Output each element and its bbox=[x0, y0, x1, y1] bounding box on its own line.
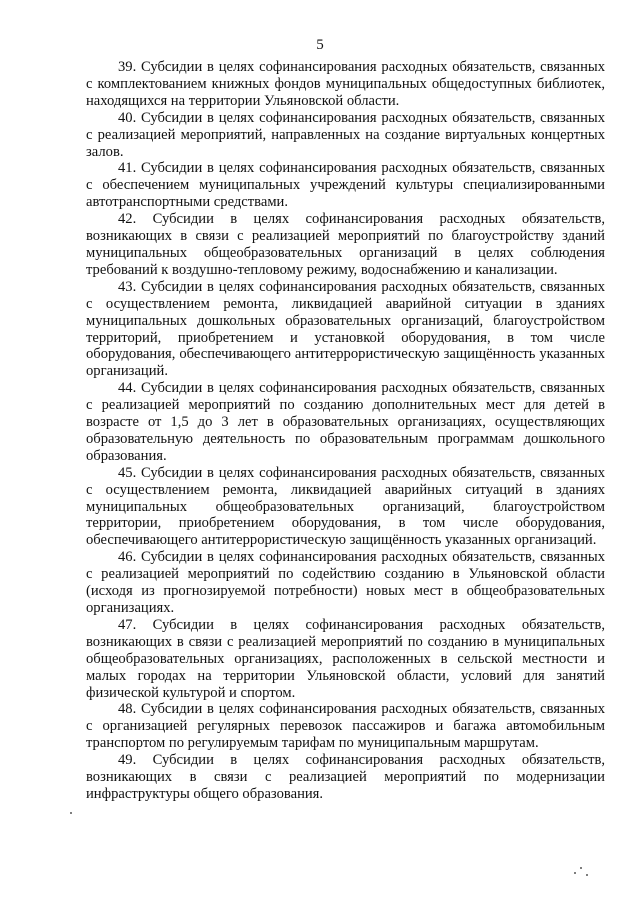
paragraph-41: 41. Субсидии в целях софинансирования расходных обязательств, связанных с обеспечением муниципальных учреждений культуры специализированными автотранспортными средствами. bbox=[86, 160, 605, 211]
document-body bbox=[86, 59, 605, 803]
paragraph-47: 47. Субсидии в целях софинансирования расходных обязательств, возникающих в связи с реализацией мероприятий по созданию в муниципальных общеобразовательных организациях, расположенных в сельской местности и малых городах на территории Ульяновской области, условий для занятий физической культурой и спортом. bbox=[86, 616, 605, 701]
scan-speck bbox=[70, 812, 72, 814]
paragraph-45: 45. Субсидии в целях софинансирования расходных обязательств, связанных с осуществлением ремонта, ликвидацией аварийных ситуаций в зданиях муниципальных общеобразовательных организаций, благоустройством территории, приобретением оборудования, в том числе оборудования, обеспечивающего антитеррористическую защищённость указанных организаций. bbox=[86, 464, 605, 549]
scan-speck bbox=[574, 872, 576, 874]
paragraph-44: 44. Субсидии в целях софинансирования расходных обязательств, связанных с реализацией мероприятий по созданию дополнительных мест для детей в возрасте от 1,5 до 3 лет в образовательных организациях, осуществляющих образовательную деятельность по образовательным программам дошкольного образования. bbox=[86, 380, 605, 464]
paragraph-46: 46. Субсидии в целях софинансирования расходных обязательств, связанных с реализацией мероприятий по содействию созданию в Ульяновской области (исходя из прогнозируемой потребности) новых мест в общеобразовательных организациях. bbox=[86, 549, 605, 616]
paragraph-40: 40. Субсидии в целях софинансирования расходных обязательств, связанных с реализацией мероприятий, направленных на создание виртуальных концертных залов. bbox=[86, 109, 605, 160]
paragraph-39: 39. Субсидии в целях софинансирования расходных обязательств, связанных с комплектованием книжных фондов муниципальных общедоступных библиотек, находящихся на территории Ульяновской области. bbox=[86, 59, 605, 109]
paragraph-43: 43. Субсидии в целях софинансирования расходных обязательств, связанных с осуществлением ремонта, ликвидацией аварийной ситуации в зданиях муниципальных дошкольных образовательных организаций, благоустройством территорий, приобретением и установкой оборудования, в том числе оборудования, обеспечивающего антитеррористическую защищённость указанных организаций. bbox=[86, 278, 605, 380]
paragraph-48: 48. Субсидии в целях софинансирования расходных обязательств, связанных с организацией регулярных перевозок пассажиров и багажа автомобильным транспортом по регулируемым тарифам по муниципальным маршрутам. bbox=[86, 701, 605, 752]
scan-speck bbox=[586, 874, 588, 876]
page-number: 5 bbox=[316, 37, 324, 53]
paragraph-49: 49. Субсидии в целях софинансирования расходных обязательств, возникающих в связи с реализацией мероприятий по модернизации инфраструктуры общего образования. bbox=[86, 752, 605, 802]
scan-speck bbox=[580, 867, 582, 869]
paragraph-42: 42. Субсидии в целях софинансирования расходных обязательств, возникающих в связи с реализацией мероприятий по благоустройству зданий муниципальных общеобразовательных организаций в целях соблюдения требований к воздушно-тепловому режиму, водоснабжению и канализации. bbox=[86, 211, 605, 278]
